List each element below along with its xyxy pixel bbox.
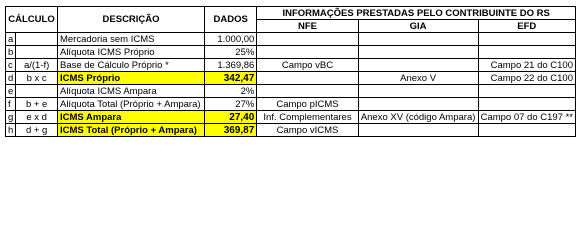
row-nfe (257, 46, 358, 59)
row-gia (358, 85, 478, 98)
icms-table (5, 6, 576, 137)
row-gia (358, 59, 478, 72)
row-efd (478, 98, 575, 111)
row-letter: h (6, 124, 16, 137)
header-gia: GIA (358, 20, 478, 33)
row-calc: b + e (16, 98, 58, 111)
row-nfe: Inf. Complementares (257, 111, 358, 124)
row-nfe: Campo pICMS (257, 98, 358, 111)
row-nfe: Campo vBC (257, 59, 358, 72)
row-desc: ICMS Próprio (57, 72, 204, 85)
row-desc: Alíquota Total (Próprio + Ampara) (57, 98, 204, 111)
header-calculo: CÁLCULO (6, 7, 58, 33)
header-row-top (6, 7, 576, 20)
row-calc: e x d (16, 111, 58, 124)
row-calc: d + g (16, 124, 58, 137)
table-row (6, 33, 576, 46)
row-gia (358, 124, 478, 137)
row-gia: Anexo V (358, 72, 478, 85)
row-letter: c (6, 59, 16, 72)
row-efd (478, 124, 575, 137)
row-letter: e (6, 85, 16, 98)
row-value: 369,87 (205, 124, 257, 137)
table-row (6, 59, 576, 72)
row-nfe (257, 85, 358, 98)
row-letter: d (6, 72, 16, 85)
row-nfe (257, 72, 358, 85)
row-value: 2% (205, 85, 257, 98)
header-descricao: DESCRIÇÃO (57, 7, 204, 33)
row-efd: Campo 07 do C197 ** (478, 111, 575, 124)
row-efd: Campo 22 do C100 (478, 72, 575, 85)
header-efd: EFD (478, 20, 575, 33)
table-row (6, 98, 576, 111)
row-gia (358, 98, 478, 111)
row-gia: Anexo XV (código Ampara) (358, 111, 478, 124)
row-calc (16, 46, 58, 59)
header-nfe: NFE (257, 20, 358, 33)
header-info-group: INFORMAÇÕES PRESTADAS PELO CONTRIBUINTE DO RS (257, 7, 576, 20)
row-efd (478, 85, 575, 98)
row-value: 1.000,00 (205, 33, 257, 46)
row-desc: Mercadoria sem ICMS (57, 33, 204, 46)
row-letter: b (6, 46, 16, 59)
row-value: 27% (205, 98, 257, 111)
row-desc: Base de Cálculo Próprio * (57, 59, 204, 72)
row-letter: g (6, 111, 16, 124)
row-calc: b x c (16, 72, 58, 85)
row-nfe (257, 33, 358, 46)
row-gia (358, 46, 478, 59)
row-efd: Campo 21 do C100 (478, 59, 575, 72)
table-row-highlighted (6, 72, 576, 85)
row-value: 1.369,86 (205, 59, 257, 72)
row-desc: ICMS Total (Próprio + Ampara) (57, 124, 204, 137)
table-row-highlighted (6, 124, 576, 137)
row-value: 25% (205, 46, 257, 59)
table-row (6, 85, 576, 98)
row-gia (358, 33, 478, 46)
icms-table-container (5, 6, 576, 137)
row-efd (478, 33, 575, 46)
row-desc: Alíquota ICMS Ampara (57, 85, 204, 98)
table-row (6, 46, 576, 59)
row-letter: a (6, 33, 16, 46)
row-efd (478, 46, 575, 59)
row-value: 342,47 (205, 72, 257, 85)
row-calc: a/(1-f) (16, 59, 58, 72)
row-desc: ICMS Ampara (57, 111, 204, 124)
row-value: 27,40 (205, 111, 257, 124)
row-calc (16, 85, 58, 98)
row-desc: Alíquota ICMS Próprio (57, 46, 204, 59)
header-dados: DADOS (205, 7, 257, 33)
row-letter: f (6, 98, 16, 111)
row-calc (16, 33, 58, 46)
row-nfe: Campo vICMS (257, 124, 358, 137)
table-row-highlighted (6, 111, 576, 124)
